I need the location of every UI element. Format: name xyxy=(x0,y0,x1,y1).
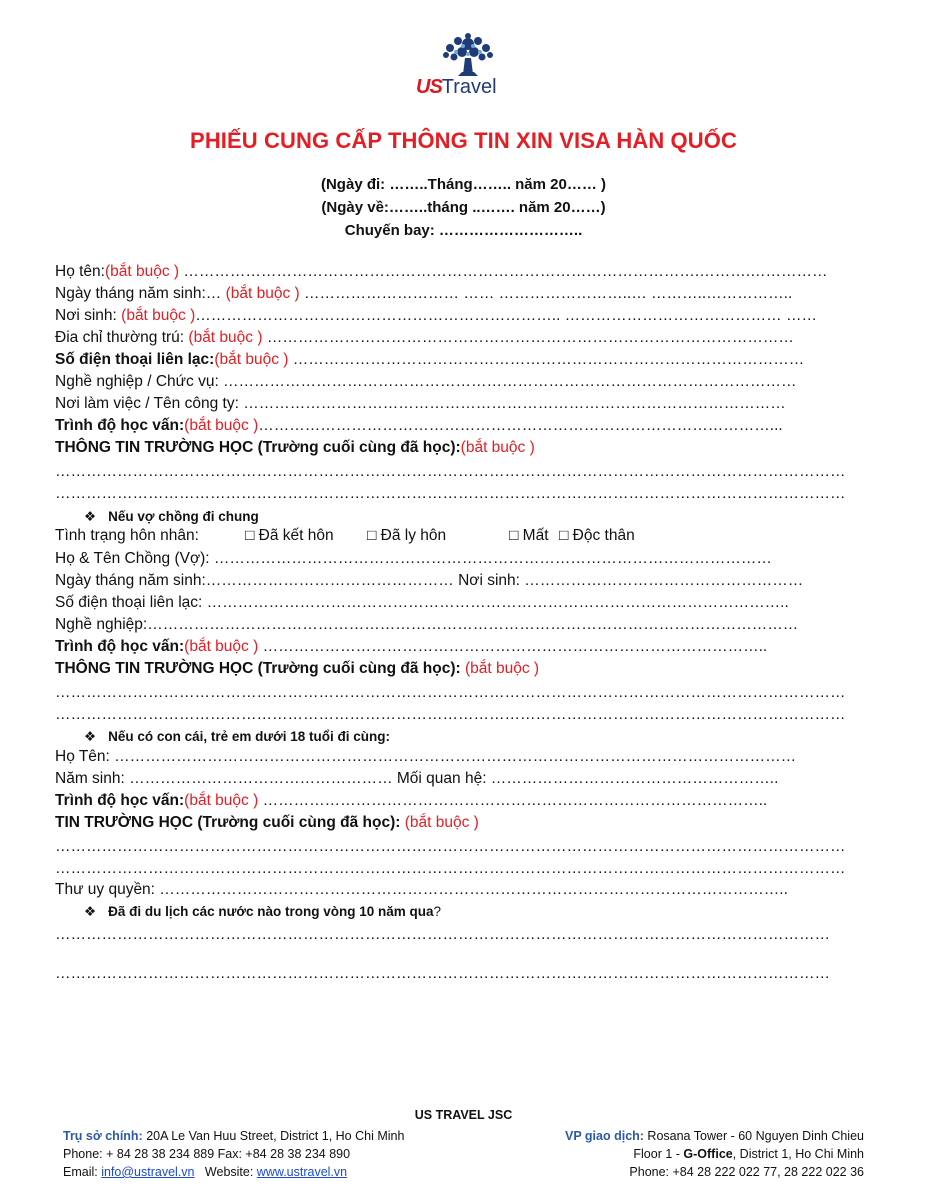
school-label: THÔNG TIN TRƯỜNG HỌC (Trường cuối cùng đã học): xyxy=(55,439,461,456)
checkbox-deceased[interactable]: □ Mất xyxy=(509,527,549,544)
required-note: (bắt buộc ) xyxy=(404,814,479,831)
required-note: (bắt buộc ) xyxy=(188,329,263,346)
dob-label: Ngày tháng năm sinh:… xyxy=(55,285,226,302)
travel-history-question-mark: ? xyxy=(433,904,442,919)
education-label: Trình độ học vấn: xyxy=(55,417,185,434)
applicant-address-field[interactable] xyxy=(55,328,794,348)
education-dots: ………………………………………………………………………………………... xyxy=(258,417,783,434)
name-dots: ……………………………………………………………………………………….……….…………… xyxy=(179,263,828,280)
spouse-name-field[interactable]: Họ & Tên Chồng (Vợ): ……………………………………………………………………………………………… xyxy=(55,550,772,567)
email-link[interactable]: info@ustravel.vn xyxy=(101,1165,195,1179)
child-name-field[interactable]: Họ Tên: …………………………………………………………………………………………………………………… xyxy=(55,748,797,765)
diamond-bullet-icon: ❖ xyxy=(84,509,97,524)
name-label: Họ tên: xyxy=(55,263,105,280)
diamond-bullet-icon: ❖ xyxy=(84,729,97,744)
spouse-dob-field[interactable]: Ngày tháng năm sinh:………………………………………… Nơi sinh: ……………………………………………… xyxy=(55,572,804,589)
required-note: (bắt buộc ) xyxy=(184,417,259,434)
school-label: THÔNG TIN TRƯỜNG HỌC (Trường cuối cùng đã học): xyxy=(55,660,465,677)
child-school-blank-2[interactable]: ……………………………………………………………………………………………………………………………………… xyxy=(55,860,846,877)
footer-hq xyxy=(63,1127,404,1145)
travel-history-header xyxy=(84,902,441,922)
applicant-name-field[interactable] xyxy=(55,262,828,282)
website-label: Website: xyxy=(194,1165,257,1179)
address-dots: ………………………………………………………………………………………… xyxy=(262,329,794,346)
child-dob-field[interactable]: Năm sinh: …………………………………………… Mối quan hệ: ……………………………………………….. xyxy=(55,770,779,787)
marital-label: Tình trạng hôn nhân: xyxy=(55,527,199,544)
education-dots: …………………………………………………………………………………….. xyxy=(258,792,768,809)
footer-company: US TRAVEL JSC xyxy=(414,1108,513,1122)
travel-history-blank-1[interactable]: …………………………………………………………………………………………………………………………………… xyxy=(55,926,830,943)
hq-label: Trụ sở chính: xyxy=(63,1129,143,1143)
spouse-header-text: Nếu vợ chồng đi chung xyxy=(108,509,259,524)
page-title: PHIẾU CUNG CẤP THÔNG TIN XIN VISA HÀN QUỐC xyxy=(190,128,737,153)
spouse-education-field[interactable] xyxy=(55,637,767,657)
child-education-field[interactable] xyxy=(55,791,767,811)
brand-logo-text xyxy=(416,76,497,99)
children-section-header xyxy=(84,727,390,747)
child-school-blank-1[interactable]: ……………………………………………………………………………………………………………………………………… xyxy=(55,838,846,855)
spouse-job-field[interactable]: Nghề nghiệp:……………………………………………………………………………………………………………… xyxy=(55,616,799,633)
required-note: (bắt buộc ) xyxy=(184,792,259,809)
email-label: Email: xyxy=(63,1165,102,1179)
spouse-school-heading xyxy=(55,659,539,679)
required-note: (bắt buộc ) xyxy=(464,660,540,677)
applicant-job-field[interactable]: Nghề nghiệp / Chức vụ: ………………………………………………………………………………………………… xyxy=(55,373,797,390)
dob-dots: ………………………… …… ……………………..… ………..…………….. xyxy=(299,285,793,302)
required-note: (bắt buộc ) xyxy=(121,307,196,324)
flight-line: Chuyến bay: ……………………….. xyxy=(344,222,583,239)
required-note: (bắt buộc ) xyxy=(184,638,259,655)
brand-travel: Travel xyxy=(441,76,497,98)
applicant-pob-field[interactable] xyxy=(55,306,817,326)
brand-us: US xyxy=(416,76,442,98)
required-note: (bắt buộc ) xyxy=(214,351,289,368)
phone-dots: ……………………………………………………………………………………… xyxy=(288,351,805,368)
hq-address: 20A Le Van Huu Street, District 1, Ho Chi Minh xyxy=(142,1129,405,1143)
depart-date: (Ngày đi: ……..Tháng…….. năm 20…… ) xyxy=(320,176,607,193)
applicant-phone-field[interactable] xyxy=(55,350,804,370)
education-label: Trình độ học vấn: xyxy=(55,638,185,655)
travel-history-text: Đã đi du lịch các nước nào trong vòng 10 năm qua xyxy=(108,904,434,919)
footer-phone-fax: Phone: + 84 28 38 234 889 Fax: +84 28 38 234 890 xyxy=(63,1147,351,1161)
office-label: VP giao dịch: xyxy=(565,1129,644,1143)
school-label: TIN TRƯỜNG HỌC (Trường cuối cùng đã học): xyxy=(55,814,405,831)
footer-office-phone: Phone: +84 28 222 022 77, 28 222 022 36 xyxy=(629,1165,864,1179)
travel-history-blank-2[interactable]: …………………………………………………………………………………………………………………………………… xyxy=(55,965,830,982)
website-link[interactable]: www.ustravel.vn xyxy=(256,1165,348,1179)
applicant-school-blank-1[interactable]: ……………………………………………………………………………………………………………………………………… xyxy=(55,463,846,480)
spouse-school-blank-2[interactable]: ……………………………………………………………………………………………………………………………………… xyxy=(55,706,846,723)
applicant-education-field[interactable] xyxy=(55,416,783,436)
return-date: (Ngày về:……..tháng ..……. năm 20……) xyxy=(321,199,606,216)
address-label: Đia chỉ thường trú: xyxy=(55,329,189,346)
applicant-school-blank-2[interactable]: ……………………………………………………………………………………………………………………………………… xyxy=(55,485,846,502)
pob-label: Nơi sinh: xyxy=(55,307,122,324)
required-note: (bắt buộc ) xyxy=(225,285,300,302)
spouse-school-blank-1[interactable]: ……………………………………………………………………………………………………………………………………… xyxy=(55,684,846,701)
applicant-school-heading xyxy=(55,438,535,458)
footer-floor xyxy=(633,1145,864,1163)
spouse-phone-field[interactable]: Số điện thoại liên lạc: ………………………………………………………………………………………………….. xyxy=(55,594,789,611)
required-note: (bắt buộc ) xyxy=(104,263,180,280)
pob-dots: …………………………………………………………….. …………………………………… …… xyxy=(195,307,817,324)
phone-label: Số điện thoại liên lạc: xyxy=(55,351,215,368)
footer-office xyxy=(565,1127,864,1145)
diamond-bullet-icon: ❖ xyxy=(84,904,97,919)
floor-suffix: , District 1, Ho Chi Minh xyxy=(732,1147,864,1161)
floor-prefix: Floor 1 - xyxy=(633,1147,684,1161)
checkbox-divorced[interactable]: □ Đã ly hôn xyxy=(367,527,447,544)
checkbox-married[interactable]: □ Đã kết hôn xyxy=(245,527,334,544)
applicant-workplace-field[interactable]: Nơi làm việc / Tên công ty: …………………………………………………………………………………………… xyxy=(55,395,786,412)
applicant-dob-field[interactable] xyxy=(55,284,792,304)
education-label: Trình độ học vấn: xyxy=(55,792,185,809)
spouse-section-header xyxy=(84,507,259,527)
education-dots: …………………………………………………………………………………….. xyxy=(258,638,768,655)
checkbox-single[interactable]: □ Độc thân xyxy=(559,527,635,544)
required-note: (bắt buộc ) xyxy=(460,439,535,456)
child-school-heading xyxy=(55,813,479,833)
floor-office-name: G-Office xyxy=(683,1147,733,1161)
footer-contact xyxy=(63,1163,347,1181)
office-address: Rosana Tower - 60 Nguyen Dinh Chieu xyxy=(643,1129,864,1143)
children-header-text: Nếu có con cái, trẻ em dưới 18 tuổi đi cùng: xyxy=(108,729,391,744)
authorization-letter-field[interactable]: Thư uy quyền: ………………………………………………………………………………………………………….. xyxy=(55,881,788,898)
marital-status-row xyxy=(55,526,635,546)
